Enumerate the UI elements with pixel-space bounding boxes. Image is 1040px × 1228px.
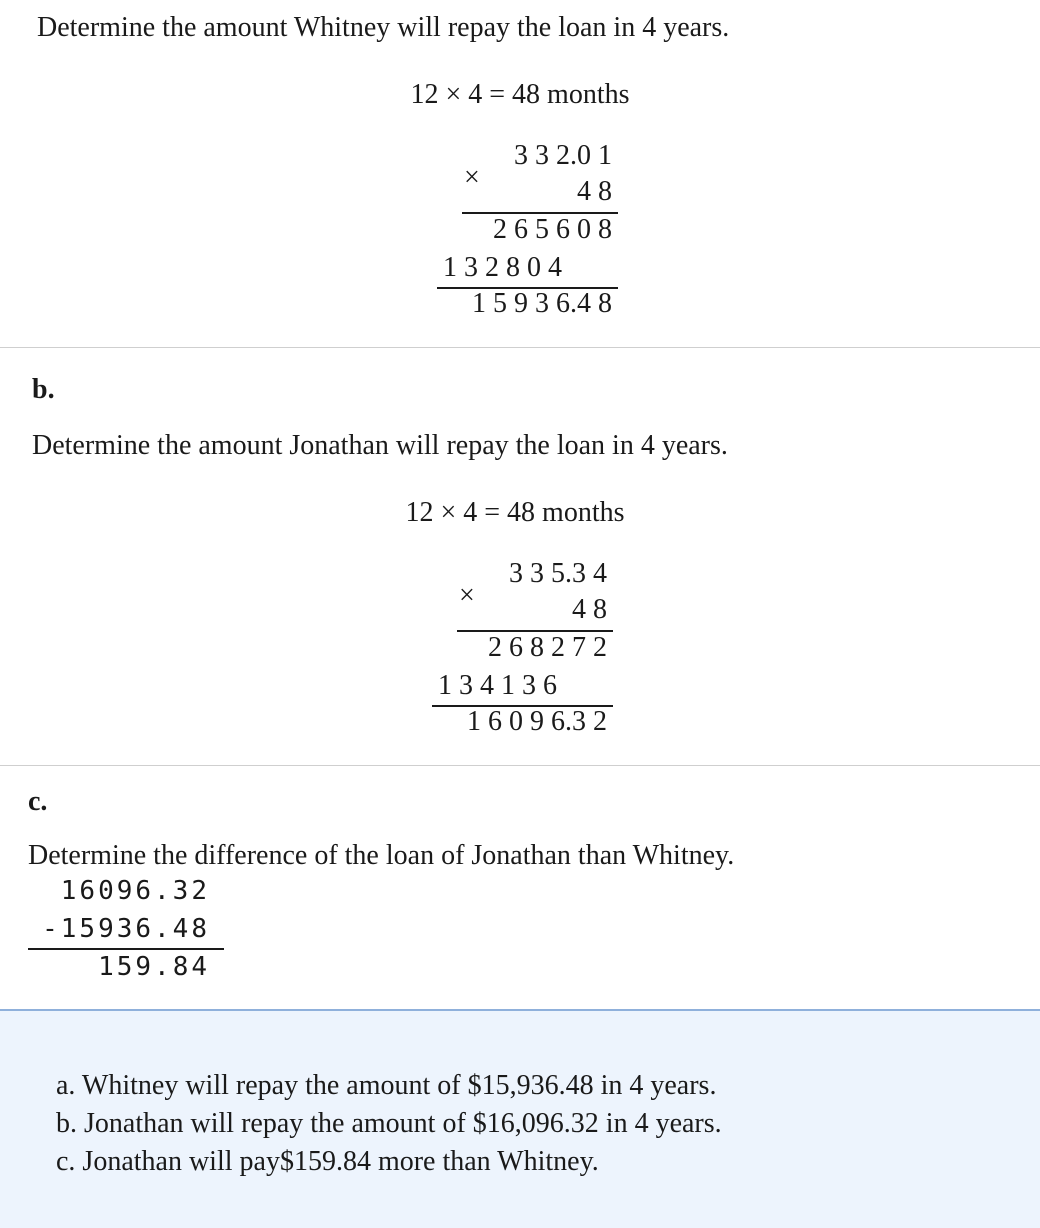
- part-b-label: b.: [32, 374, 55, 405]
- product: 1 6 0 9 6.3 2: [467, 706, 607, 737]
- difference: 159.84: [98, 952, 210, 982]
- part-b-prompt: Determine the amount Jonathan will repay the loan in 4 years.: [32, 430, 728, 461]
- part-b-months-equation: 12 × 4 = 48 months: [405, 497, 625, 528]
- part-b-multiplication: [425, 558, 615, 748]
- part-a-section: [0, 0, 1040, 347]
- part-c-label: c.: [28, 786, 48, 817]
- part-c-subtraction: [28, 876, 224, 1001]
- times-sign: ×: [459, 580, 475, 611]
- answer-box: [0, 1009, 1040, 1228]
- answer-b: b. Jonathan will repay the amount of $16,096.32 in 4 years.: [56, 1108, 722, 1139]
- part-b-section: [0, 348, 1040, 765]
- part-c-section: [0, 766, 1040, 1009]
- multiplicand: 3 3 5.3 4: [509, 558, 607, 589]
- minuend: 16096.32: [60, 876, 210, 906]
- product: 1 5 9 3 6.4 8: [472, 288, 612, 319]
- part-a-months-equation: 12 × 4 = 48 months: [410, 79, 630, 110]
- times-sign: ×: [464, 162, 480, 193]
- part-a-multiplication: [430, 140, 620, 330]
- answer-a: a. Whitney will repay the amount of $15,936.48 in 4 years.: [56, 1070, 717, 1101]
- partial-product-2: 1 3 2 8 0 4: [443, 252, 562, 283]
- part-c-prompt: Determine the difference of the loan of Jonathan than Whitney.: [28, 840, 735, 871]
- multiplicand: 3 3 2.0 1: [514, 140, 612, 171]
- partial-product-1: 2 6 8 2 7 2: [488, 632, 607, 663]
- answer-list: [56, 1067, 722, 1181]
- partial-product-1: 2 6 5 6 0 8: [493, 214, 612, 245]
- multiplier: 4 8: [577, 176, 612, 207]
- part-a-prompt: Determine the amount Whitney will repay the loan in 4 years.: [37, 12, 730, 43]
- partial-product-2: 1 3 4 1 3 6: [438, 670, 557, 701]
- answer-c: c. Jonathan will pay$159.84 more than Whitney.: [56, 1146, 599, 1177]
- rule-line: [28, 948, 224, 950]
- subtrahend: -15936.48: [42, 914, 210, 944]
- multiplier: 4 8: [572, 594, 607, 625]
